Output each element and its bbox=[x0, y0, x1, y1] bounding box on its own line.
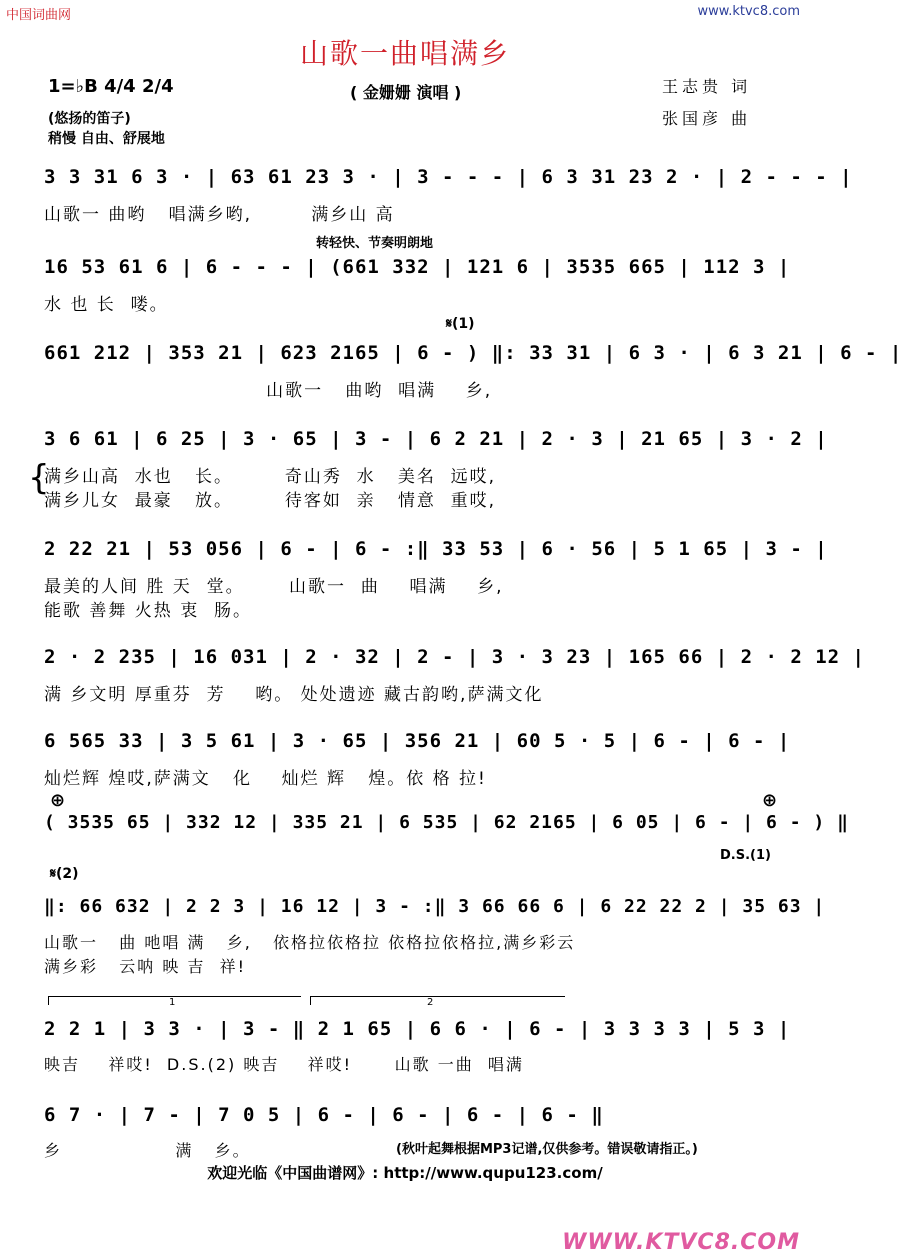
verse-brace: { bbox=[28, 458, 50, 498]
intro-note: (悠扬的笛子) bbox=[48, 111, 131, 127]
notation-row-10: 2 2 1 | 3 3 · | 3 - ‖ 2 1 65 | 6 6 · | 6 - | 3 3 3 3 | 5 3 | bbox=[44, 1018, 791, 1040]
notation-row-2: 16 53 61 6 | 6 - - - | (661 332 | 121 6 | 3535 665 | 112 3 | bbox=[44, 256, 791, 278]
lyrics-row-5-verse-1: 最美的人间 胜 天 堂。 山歌一 曲 唱满 乡, bbox=[44, 577, 504, 597]
segno-1-mark: 𝄋(1) bbox=[446, 316, 475, 332]
lyrics-row-4-verse-1: 满乡山高 水也 长。 奇山秀 水 美名 远哎, bbox=[44, 467, 497, 487]
lyrics-row-9-verse-2: 满乡彩 云呐 映 吉 祥! bbox=[44, 957, 247, 976]
notation-row-6: 2 · 2 235 | 16 031 | 2 · 32 | 2 - | 3 · 3 23 | 165 66 | 2 · 2 12 | bbox=[44, 646, 865, 668]
lyrics-row-2: 水 也 长 喽。 bbox=[44, 295, 169, 315]
singer-credit: ( 金姗姗 演唱 ) bbox=[350, 83, 462, 102]
song-title: 山歌一曲唱满乡 bbox=[299, 37, 510, 70]
volta-2-label: 2 bbox=[427, 997, 434, 1008]
volta-bracket-2 bbox=[310, 996, 565, 1008]
coda-mark-right: ⊕ bbox=[762, 790, 778, 811]
ds-1-mark: D.S.(1) bbox=[720, 848, 771, 863]
notation-row-8: ( 3535 65 | 332 12 | 335 21 | 6 535 | 62 2165 | 6 05 | 6 - | 6 - ) ‖ bbox=[44, 812, 849, 833]
notation-row-3: 661 212 | 353 21 | 623 2165 | 6 - ) ‖: 33 31 | 6 3 · | 6 3 21 | 6 - | bbox=[44, 342, 902, 364]
lyrics-row-6: 满 乡文明 厚重芬 芳 哟。 处处遗迹 藏古韵哟,萨满文化 bbox=[44, 685, 544, 705]
notation-row-9: ‖: 66 632 | 2 2 3 | 16 12 | 3 - :‖ 3 66 66 6 | 6 22 22 2 | 35 63 | bbox=[44, 896, 826, 917]
lyrics-row-5-verse-2: 能歌 善舞 火热 衷 肠。 bbox=[44, 601, 253, 621]
volta-1-label: 1 bbox=[169, 997, 176, 1008]
lyrics-row-10: 映吉 祥哎! D.S.(2) 映吉 祥哎! 山歌 一曲 唱满 bbox=[44, 1055, 524, 1074]
lyricist-credit: 王志贵 词 bbox=[662, 77, 752, 96]
lyrics-row-4-verse-2: 满乡儿女 最豪 放。 待客如 亲 情意 重哎, bbox=[44, 491, 497, 511]
lyrics-row-3: 山歌一 曲哟 唱满 乡, bbox=[44, 381, 493, 401]
site-watermark-top-right: www.ktvc8.com bbox=[697, 4, 800, 19]
transcriber-note: (秋叶起舞根据MP3记谱,仅供参考。错误敬请指正。) bbox=[396, 1142, 698, 1157]
site-footer: 欢迎光临《中国曲谱网》: http://www.qupu123.com/ bbox=[207, 1164, 603, 1182]
tempo-marking: 稍慢 自由、舒展地 bbox=[48, 131, 165, 147]
lyrics-row-7: 灿烂辉 煌哎,萨满文 化 灿烂 辉 煌。依 格 拉! bbox=[44, 769, 487, 789]
key-signature: 1=♭B 4/4 2/4 bbox=[48, 76, 174, 97]
segno-2-mark: 𝄋(2) bbox=[50, 866, 79, 882]
composer-credit: 张国彦 曲 bbox=[662, 109, 752, 128]
notation-row-7: 6 565 33 | 3 5 61 | 3 · 65 | 356 21 | 60 5 · 5 | 6 - | 6 - | bbox=[44, 730, 791, 752]
lyrics-row-9-verse-1: 山歌一 曲 吔唱 满 乡, 依格拉依格拉 依格拉依格拉,满乡彩云 bbox=[44, 933, 576, 952]
coda-mark-left: ⊕ bbox=[50, 790, 66, 811]
notation-row-4: 3 6 61 | 6 25 | 3 · 65 | 3 - | 6 2 21 | 2 · 3 | 21 65 | 3 · 2 | bbox=[44, 428, 828, 450]
notation-row-11: 6 7 · | 7 - | 7 0 5 | 6 - | 6 - | 6 - | 6 - ‖ bbox=[44, 1104, 604, 1126]
lyrics-row-11: 乡 满 乡。 bbox=[44, 1141, 251, 1160]
volta-bracket-1 bbox=[48, 996, 301, 1008]
tempo-change-mark: 转轻快、节奏明朗地 bbox=[316, 236, 434, 251]
notation-row-5: 2 22 21 | 53 056 | 6 - | 6 - :‖ 33 53 | 6 · 56 | 5 1 65 | 3 - | bbox=[44, 538, 828, 560]
site-watermark-bottom-right: WWW.KTVC8.COM bbox=[562, 1230, 800, 1255]
site-watermark-top-left: 中国词曲网 bbox=[6, 8, 72, 23]
lyrics-row-1: 山歌一 曲哟 唱满乡哟, 满乡山 高 bbox=[44, 205, 395, 225]
notation-row-1: 3 3 31 6 3 · | 63 61 23 3 · | 3 - - - | 6 3 31 23 2 · | 2 - - - | bbox=[44, 166, 853, 188]
